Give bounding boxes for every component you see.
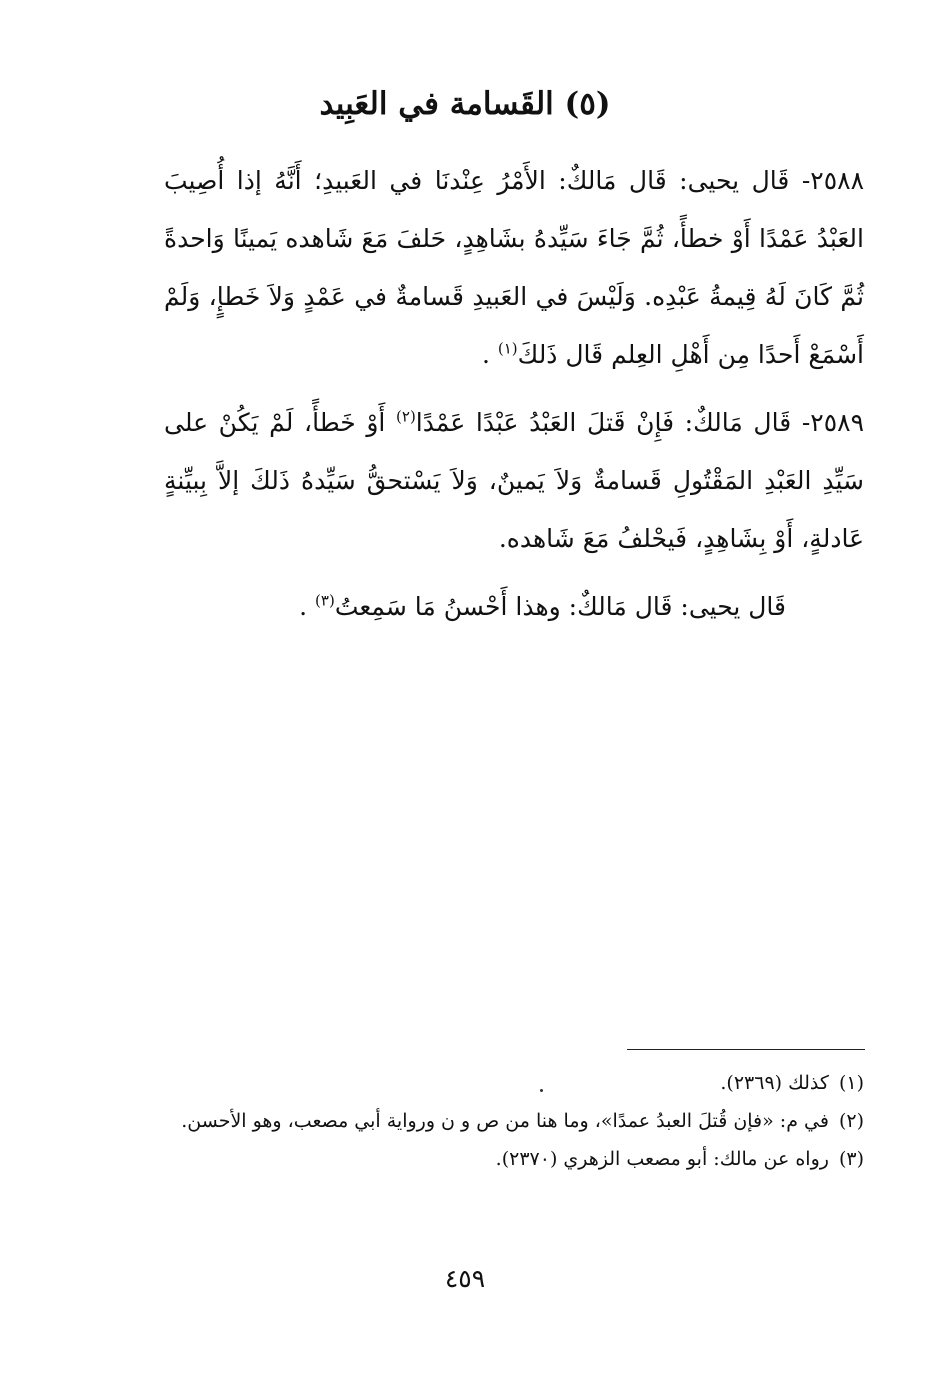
- paragraph-text: قَال مَالكٌ: فَإِنْ قَتلَ العَبْدُ عَبْدًا عَمْدًا: [415, 408, 792, 437]
- paragraph-ending: أَوْ خَطأً، لَمْ يَكُنْ على سَيِّدِ العَبْدِ المَقْتُولِ قَسامةٌ وَلاَ يَمينٌ، وَلاَ يَسْتحقُّ سَيِّدهُ ذَلكَ إلاَّ بِبيِّنةٍ عَادلةٍ، أَوْ بِشَاهِدٍ، فَيحْلفُ مَعَ شَاهده.: [164, 408, 864, 553]
- paragraph-number: ٢٥٨٩-: [801, 408, 864, 437]
- paragraph-text: قَال يحيى: قَال مَالكٌ: وهذا أَحْسنُ مَا سَمِعتُ: [334, 592, 786, 621]
- footnote-marker: (٢): [396, 407, 416, 426]
- footnote-2: [159, 1104, 864, 1138]
- paragraph-2588: [164, 152, 864, 384]
- footnote-number: (٢): [838, 1110, 864, 1132]
- paragraph-closing: [164, 578, 864, 636]
- footnote-marker: (١): [497, 339, 518, 358]
- footnote-separator: [627, 1049, 865, 1050]
- paragraph-number: ٢٥٨٨-: [801, 166, 864, 195]
- page-number: ٤٥٩: [444, 1264, 486, 1293]
- footnotes: [159, 1066, 864, 1180]
- main-text: [164, 152, 864, 646]
- footnote-number: (١): [838, 1072, 864, 1094]
- footnote-text: رواه عن مالك: أبو مصعب الزهري (٢٣٧٠).: [495, 1148, 829, 1170]
- footnote-text: في م: «فإن قُتلَ العبدُ عمدًا»، وما هنا من ص و ن ورواية أبي مصعب، وهو الأحسن.: [181, 1110, 829, 1132]
- footnote-text: كذلك (٢٣٦٩).: [720, 1072, 829, 1094]
- footnote-marker: (٣): [315, 591, 335, 610]
- paragraph-ending: .: [299, 592, 316, 621]
- footnote-1: [159, 1066, 864, 1100]
- footnote-number: (٣): [838, 1148, 864, 1170]
- paragraph-ending: .: [481, 340, 498, 369]
- footnote-3: [159, 1142, 864, 1176]
- section-heading: (٥) القَسامة في العَبِيد: [319, 86, 611, 122]
- paragraph-2589: [164, 394, 864, 568]
- paragraph-text: قَال يحيى: قَال مَالكٌ: الأَمْرُ عِنْدنَا في العَبيدِ؛ أَنَّهُ إذا أُصِيبَ العَبْدُ عَمْدًا أَوْ خطأً، ثُمَّ جَاءَ سَيِّدهُ بشَاهِدٍ، حَلفَ مَعَ شَاهده يَمينًا وَاحدةً ثُمَّ كَانَ لَهُ قِيمةُ عَبْدِه. وَلَيْسَ في العَبيدِ قَسامةٌ في عَمْدٍ وَلاَ خَطإٍ، وَلَمْ أَسْمَعْ أَحدًا مِن أَهْلِ العِلم قَال ذَلكَ: [164, 166, 864, 369]
